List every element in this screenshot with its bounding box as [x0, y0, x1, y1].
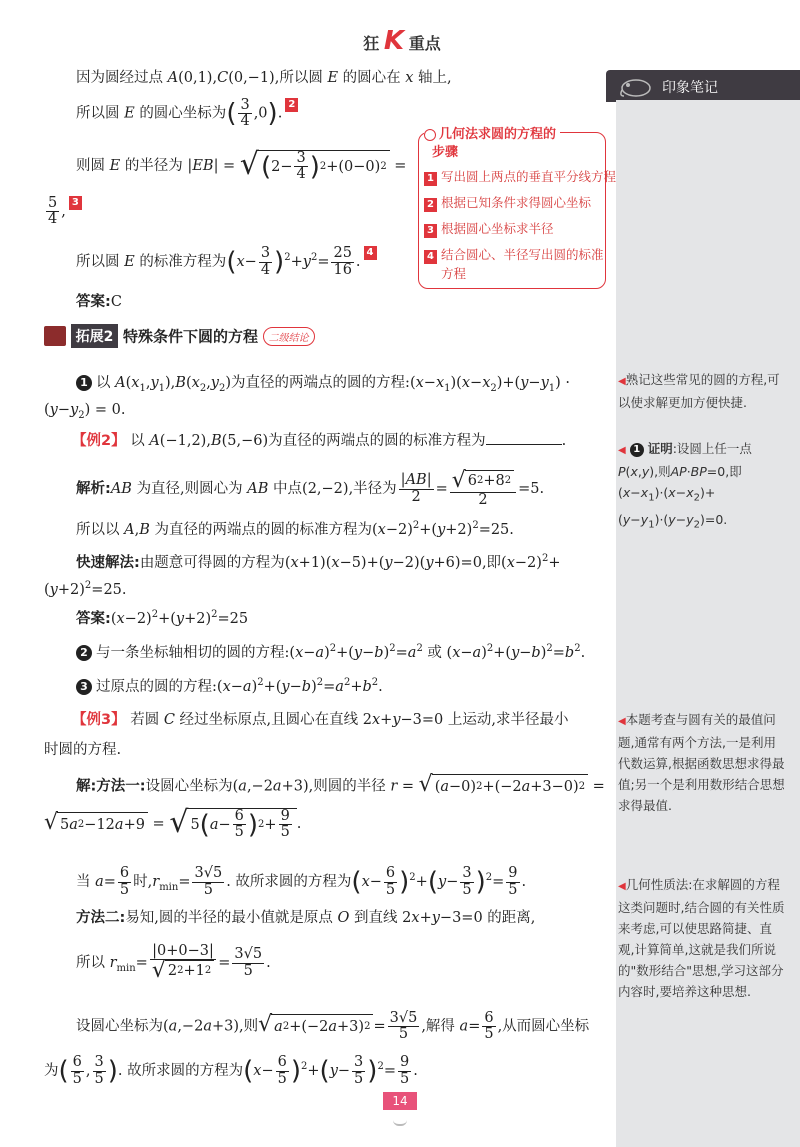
example-3-question-cont: 时圆的方程. [44, 742, 122, 758]
header-k-logo: K [383, 26, 405, 56]
sidebar-note-3: ◀几何性质法:在求解圆的方程这类问题时,结合圆的有关性质来考虑,可以使思路简捷、直观,计算简单,这就是我们所说的"数形结合"思想,学习这部分内容时,要培养这种思想. [618, 877, 785, 999]
book-icon [44, 326, 66, 346]
step-1: 1 写出圆上两点的垂直平分线方程 [424, 167, 616, 186]
example-3-tag: 【例3】 [72, 712, 126, 728]
item-1-cont: $(y-y_2) = 0$. [44, 402, 126, 421]
main-line-5: 所以圆 E 的标准方程为(x− $\frac{3}{4}$ )$^2+y^2=$ $\frac{25}{16}$ .4 [76, 246, 377, 278]
example-2-quick: 快速解法:由题意可得圆的方程为(x+1)(x−5)+(y−2)(y+6)=0,即$(x-2)^2+$ [76, 553, 561, 571]
footer-ornament-icon [393, 1118, 407, 1126]
banner-label: 拓展2 [71, 324, 119, 348]
item-3: 3 过原点的圆的方程$:(x-a)^2+(y-b)^2=a^2+b^2$. [76, 671, 383, 699]
pin-icon [424, 129, 436, 141]
main-line-4: $\frac{5}{4}$ ,3 [44, 196, 82, 227]
example-2-answer: 答案$:(x-2)^2+(y+2)^2=25$ [76, 609, 249, 627]
elephant-icon [618, 76, 654, 102]
header-suffix: 重点 [408, 34, 441, 53]
example-2-solution-2: 所以以 A,B 为直径的两端点的圆的标准方程为$(x-2)^2+(y+2)^2=25$. [76, 520, 514, 538]
header-prefix: 狂 [363, 34, 380, 53]
steps-title: 几何法求圆的方程的 步骤 [424, 126, 560, 162]
banner-title: 特殊条件下圆的方程 [122, 327, 258, 346]
example-2-quick-cont: $(y+2)^2=25$. [44, 580, 127, 598]
item-2: 2 与一条坐标轴相切的圆的方程$:(x-a)^2+(y-b)^2=a^2$ 或 $(x-a)^2+(y-b)^2=b^2$. [76, 637, 585, 665]
example-2-tag: 【例2】 [72, 433, 126, 449]
example-3-question: 【例3】 若圆 C 经过坐标原点,且圆心在直线 2x+y−3=0 上运动,求半径最小 [72, 708, 569, 732]
example-3-sol-1: 解:方法一:设圆心坐标为(a,−2a+3),则圆的半径 r = √ ( a −0) 2 +(−2 a +3−0) 2 = [76, 772, 605, 797]
extension-banner [44, 324, 315, 348]
sidebar-title: 印象笔记 [662, 80, 718, 96]
page-header [352, 26, 452, 56]
example-2-solution: 解析:AB 为直径,则圆心为 AB 中点(2,−2),半径为 $\frac{|AB|}{2}$ = √ 6 2 +8 2 2 =5. [76, 468, 545, 508]
tag-4: 4 [364, 246, 377, 260]
step-4: 4 结合圆心、半径写出圆的标准 方程 [424, 245, 604, 283]
tag-2: 2 [285, 98, 298, 112]
sidebar-note-1: ◀熟记这些常见的圆的方程,可以使求解更加方便快捷. [618, 372, 780, 410]
tag-3: 3 [69, 196, 82, 210]
main-line-2: 所以圆 E 的圆心坐标为( $\frac{3}{4}$ ,0).2 [76, 98, 298, 129]
item-1: 1 以 $A(x_1,y_1),B(x_2,y_2)$为直径的两端点的圆的方程$:(x-x_1)(x-x_2)+(y-y_1)$ · [76, 371, 570, 401]
example-3-method-2: 方法二:易知,圆的半径的最小值就是原点 O 到直线 2x+y−3=0 的距离, [76, 910, 536, 926]
example-3-sol-2: √ 5 a 2 −12 a +9 = √ 5 ( a − $\frac{6}{5}$ ) 2 + $\frac{9}{5}$ . [44, 805, 302, 841]
sidebar-note-proof: ◀ 1 证明:设圆上任一点 P(x,y),则AP·BP=0,即$(x-x_1)\cdot(x-x_2)+(y-y_1)\cdot(y-y_2)=0$. [618, 441, 752, 530]
answer-blank[interactable] [486, 431, 562, 445]
example-3-last-1: 设圆心坐标为(a,−2a+3),则 √ a 2 +(−2 a +3) 2 = $\frac{3√5}{5}$ ,解得 a= $\frac{6}{5}$ ,从而圆心坐标 [76, 1010, 590, 1043]
answer-1: 答案:C [76, 294, 122, 310]
example-3-last-2: 为( $\frac{6}{5}$ , $\frac{3}{5}$ ). 故所求圆的方程为(x− $\frac{6}{5}$ )$^2$+(y− $\frac{3}{5}$ )$^2$= $\frac{9}{5}$ . [44, 1054, 418, 1087]
example-3-sol-3: 当 a= $\frac{6}{5}$ 时$,r_{min}=$ $\frac{3√5}{5}$ . 故所求圆的方程为(x− $\frac{6}{5}$ )$^2$+(y− $\frac{3}{5}$ )$^2$= $\frac{9}{5}$ . [76, 865, 527, 898]
sidebar-note-2: ◀本题考查与圆有关的最值问题,通常有两个方法,一是利用代数运算,根据函数思想求得最值;另一个是利用数形结合思想求得最值. [618, 712, 785, 813]
step-2: 2 根据已知条件求得圆心坐标 [424, 193, 591, 212]
main-line-3: 则圆 E 的半径为 |EB| = √ ( 2− $\frac{3}{4}$ ) 2 +(0−0) 2 = [76, 147, 407, 183]
main-line-1: 因为圆经过点 A(0,1),C(0,−1),所以圆 E 的圆心在 x 轴上, [76, 70, 452, 86]
sidebar-header [606, 70, 800, 102]
example-2-question: 【例2】 以 A(−1,2),B(5,−6)为直径的两端点的圆的标准方程为 . [72, 429, 566, 453]
example-3-method-2-calc: 所以 $r_{min}=$ |0+0−3| √ 2 2 +1 2 = $\frac{3√5}{5}$ . [76, 943, 271, 984]
banner-badge: 二级结论 [263, 327, 315, 346]
step-3: 3 根据圆心坐标求半径 [424, 219, 554, 238]
page-number: 14 [383, 1092, 417, 1110]
